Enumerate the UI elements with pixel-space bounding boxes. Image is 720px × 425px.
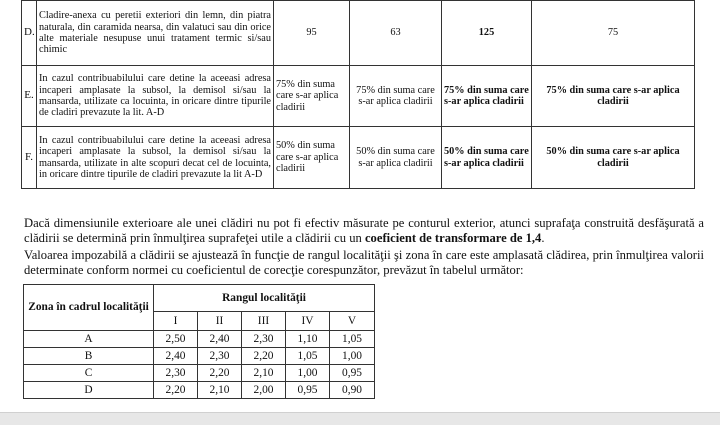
table-cell: 1,10 — [286, 331, 330, 348]
table-cell: 2,00 — [242, 382, 286, 399]
row-description: In cazul contribuabilului care detine la aceeasi adresa incaperi amplasate la subsol, la demisol si/sau la mansarda, utilizate in alte scopuri decat cel de locuinta, in oricare dintre tipurile de cladiri prevazute la lit A-D — [37, 127, 274, 189]
table-cell: 75% din suma care s-ar aplica cladirii — [532, 66, 695, 127]
table-row — [22, 127, 695, 189]
table-row — [24, 331, 375, 348]
table-cell: 50% din suma care s-ar aplica cladirii — [274, 127, 350, 189]
table-row — [24, 382, 375, 399]
table-cell: 50% din suma care s-ar aplica cladirii — [350, 127, 442, 189]
table-cell: 2,10 — [242, 365, 286, 382]
table-row — [22, 66, 695, 127]
table-cell: 2,30 — [198, 348, 242, 365]
row-letter: E. — [22, 66, 37, 127]
zone-cell: A — [24, 331, 154, 348]
zone-cell: C — [24, 365, 154, 382]
rank-label: I — [154, 312, 198, 331]
row-letter: F. — [22, 127, 37, 189]
table-cell: 2,40 — [198, 331, 242, 348]
paragraph-end: . — [541, 230, 545, 245]
window-bottom-bar — [0, 412, 720, 425]
table-cell: 75 — [532, 1, 695, 66]
table-cell: 0,95 — [286, 382, 330, 399]
table-row — [22, 1, 695, 66]
table-cell: 2,30 — [242, 331, 286, 348]
rank-label: V — [330, 312, 375, 331]
table-cell: 2,40 — [154, 348, 198, 365]
bold-text: coeficient de transformare de 1,4 — [364, 230, 542, 245]
rank-header: Rangul localităţii — [154, 285, 375, 312]
table-row — [24, 365, 375, 382]
rank-label: IV — [286, 312, 330, 331]
table-cell: 2,20 — [198, 365, 242, 382]
table-cell: 1,00 — [330, 348, 375, 365]
table-cell: 2,20 — [242, 348, 286, 365]
table-cell: 0,90 — [330, 382, 375, 399]
rank-label: III — [242, 312, 286, 331]
table-header-row — [24, 285, 375, 312]
zone-cell: D — [24, 382, 154, 399]
table-row — [24, 348, 375, 365]
table-cell: 0,95 — [330, 365, 375, 382]
table-cell: 1,05 — [286, 348, 330, 365]
building-tax-table — [21, 0, 695, 189]
table-cell: 1,00 — [286, 365, 330, 382]
rank-coefficient-table — [23, 284, 375, 399]
zone-header: Zona în cadrul localităţii — [24, 285, 154, 331]
table-cell: 95 — [274, 1, 350, 66]
table-cell: 1,05 — [330, 331, 375, 348]
table-cell: 75% din suma care s-ar aplica cladirii — [350, 66, 442, 127]
row-description: In cazul contribuabilului care detine la aceeasi adresa incaperi amplasate la subsol, la demisol si/sau la mansarda, utilizate ca locuinta, in oricare dintre tipurile de cladiri prevazute la lit. A-D — [37, 66, 274, 127]
table-cell: 75% din suma care s-ar aplica cladirii — [442, 66, 532, 127]
zone-cell: B — [24, 348, 154, 365]
table-cell: 2,20 — [154, 382, 198, 399]
paragraph-text: Dacă dimensiunile exterioare ale unei clădiri nu pot fi efectiv măsurate pe conturul exterior, atunci suprafaţa construită desfăşurată a clădirii se determină prin înmulţirea suprafeţei utile a clădirii cu un — [24, 216, 704, 245]
table-cell: 63 — [350, 1, 442, 66]
rank-label: II — [198, 312, 242, 331]
table-cell: 50% din suma care s-ar aplica cladirii — [442, 127, 532, 189]
transformation-coefficient-paragraph — [24, 216, 704, 245]
table-cell: 2,30 — [154, 365, 198, 382]
row-letter: D. — [22, 1, 37, 66]
table-cell: 75% din suma care s-ar aplica cladirii — [274, 66, 350, 127]
table-cell: 2,10 — [198, 382, 242, 399]
row-description: Cladire-anexa cu peretii exteriori din lemn, din piatra naturala, din caramida nearsa, din valatuci sau din orice alte materiale nesupuse unui tratament termic si/sau chimic — [37, 1, 274, 66]
table-cell: 125 — [442, 1, 532, 66]
table-cell: 2,50 — [154, 331, 198, 348]
adjustment-paragraph: Valoarea impozabilă a clădirii se ajustează în funcţie de rangul localităţii şi zona în care este amplasată clădirea, prin înmulţirea valorii determinate conform normei cu coeficientul de corecţie corespunzător, prevăzut în tabelul următor: — [24, 248, 704, 277]
table-cell: 50% din suma care s-ar aplica cladirii — [532, 127, 695, 189]
